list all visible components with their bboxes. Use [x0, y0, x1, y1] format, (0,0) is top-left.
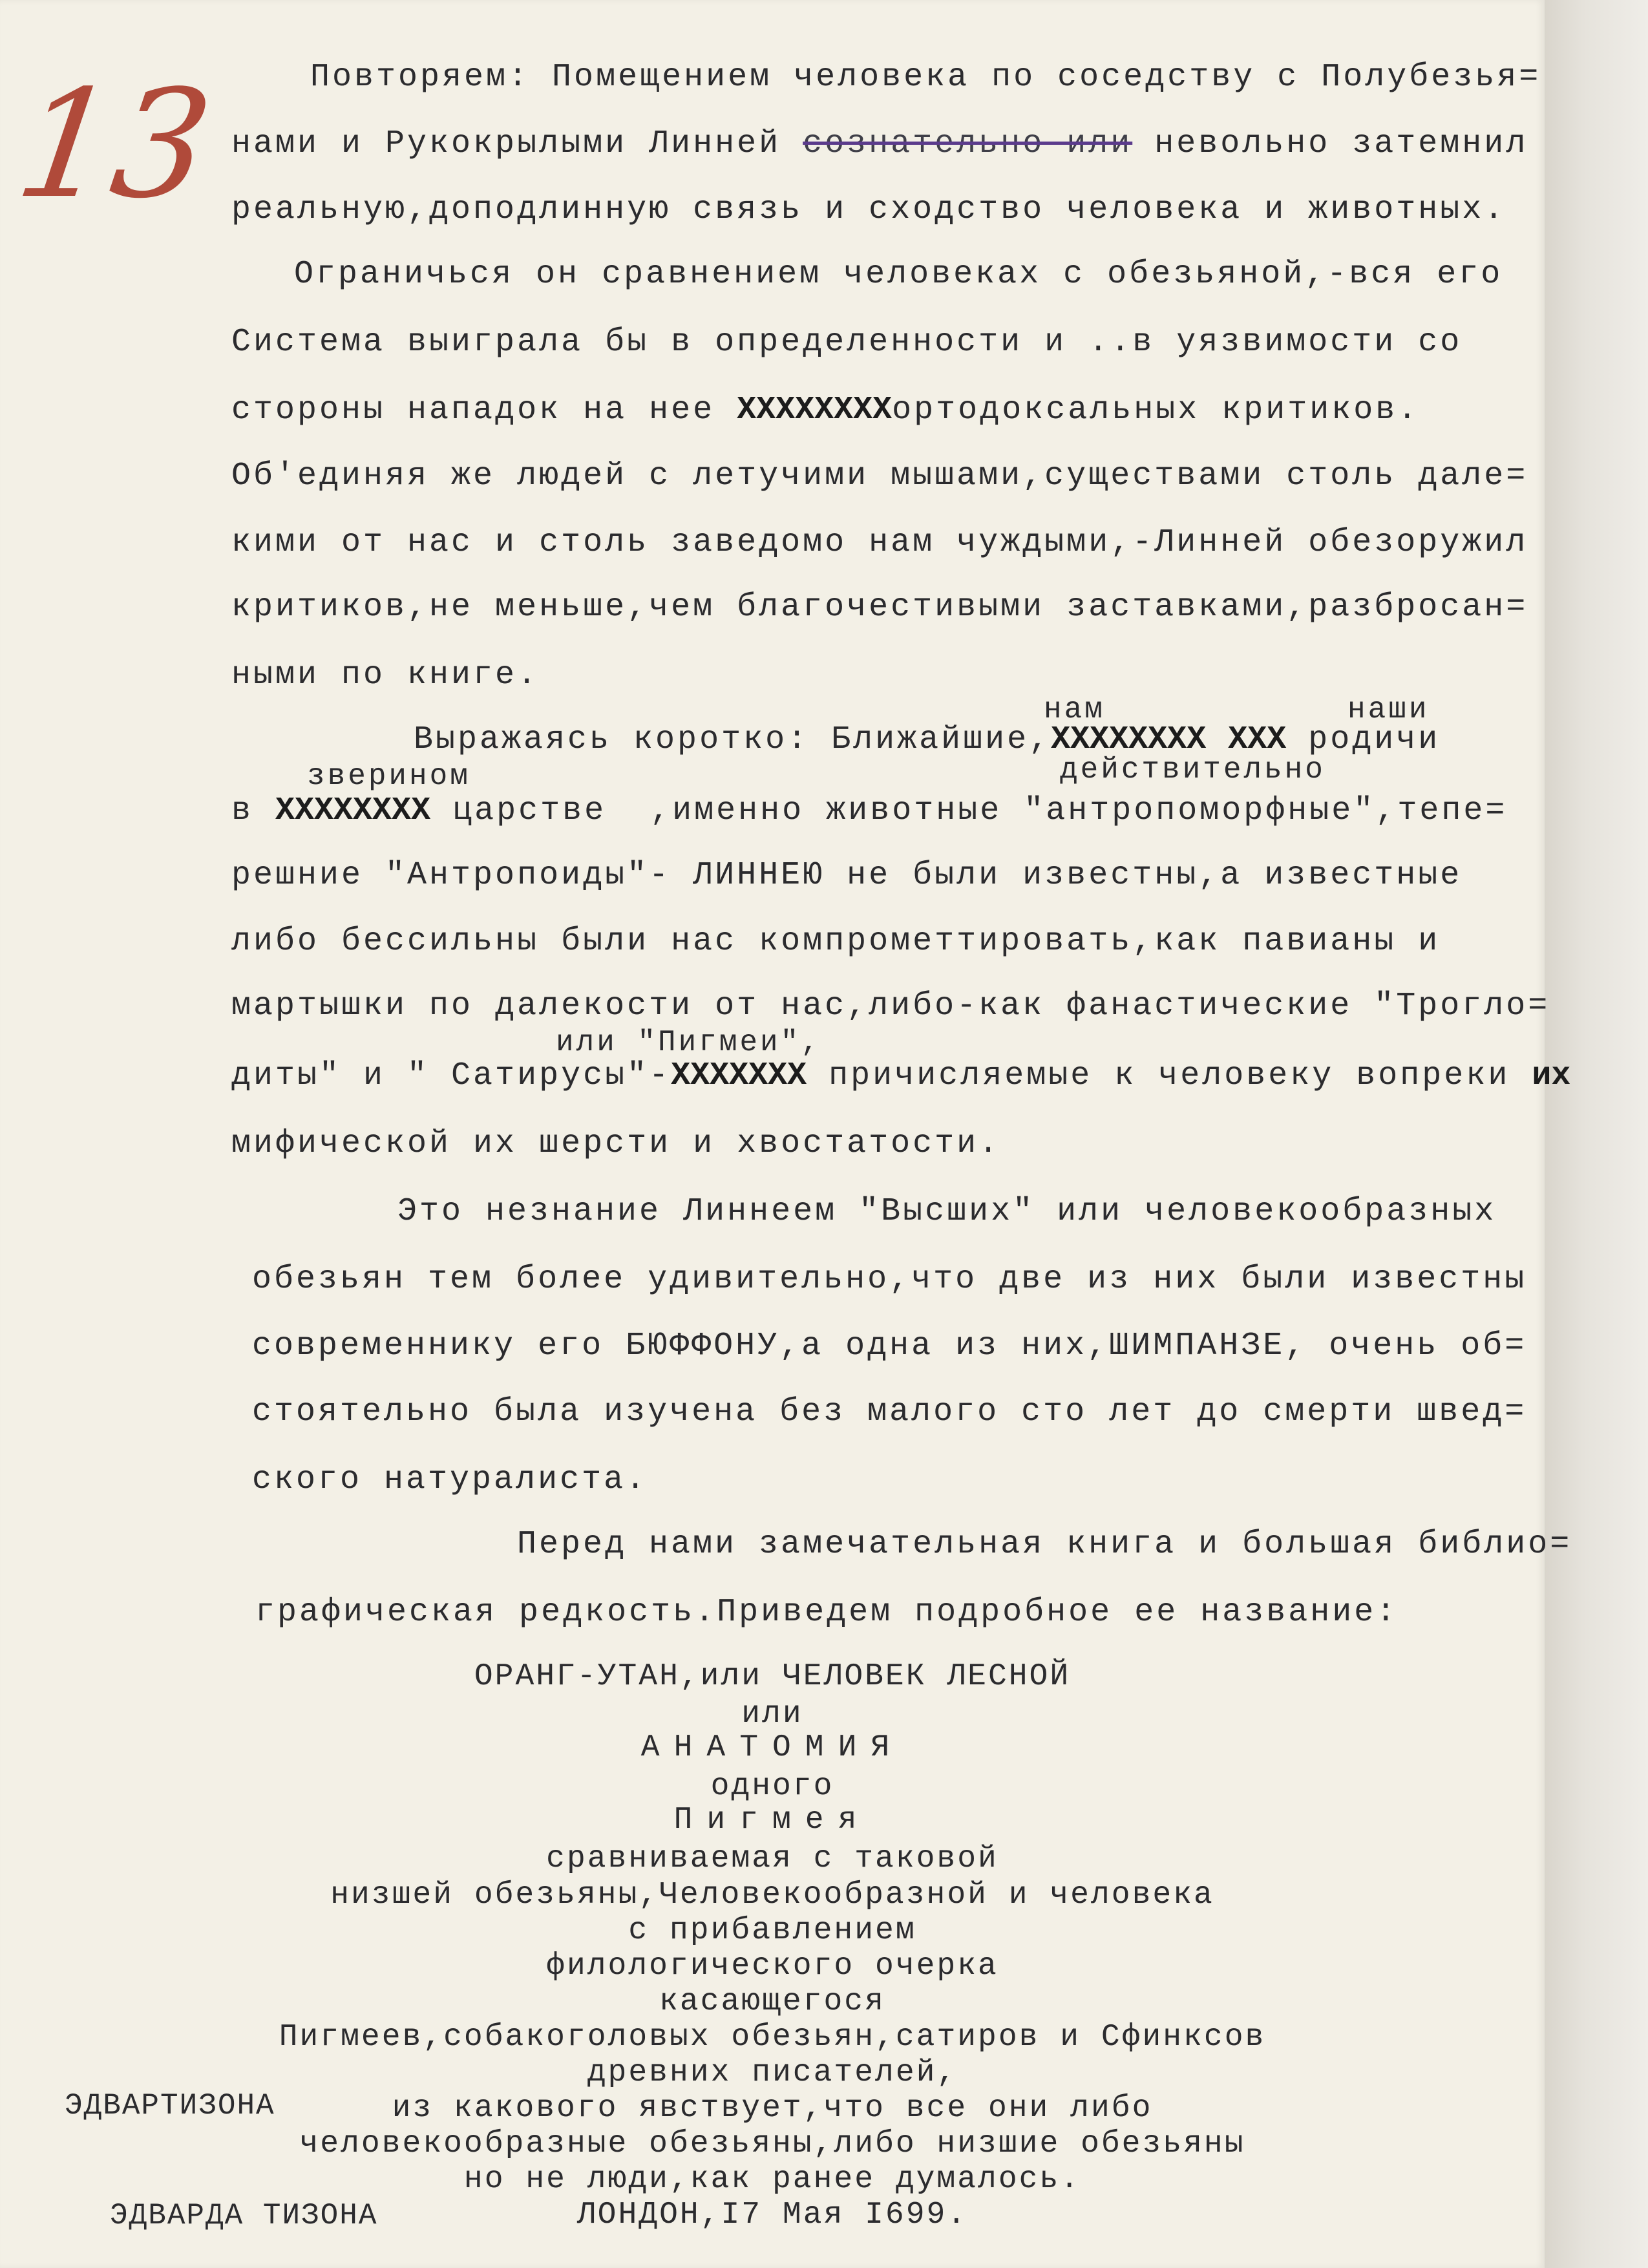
book-title-line: но не люди,как ранее думалось. [463, 2162, 1081, 2197]
page-edge-background [1545, 0, 1648, 2268]
text-line: нами и Рукокрылыми Линней сознательно или невольно затемнил [231, 125, 1528, 162]
text-line: Повторяем: Помещением человека по соседству с Полубезья= [310, 59, 1541, 96]
book-title-line: ЛОНДОН,I7 Мая I699. [576, 2198, 968, 2232]
text-line: Об'единяя же людей с летучими мышами,существами столь дале= [231, 458, 1528, 494]
book-title-line: касающегося [659, 1984, 885, 2019]
overtyped-text: XXXXXXXX [1051, 721, 1207, 758]
text-line: диты" и " Сатирусы"-XXXXXXX причисляемые к человеку вопреки их [231, 1057, 1571, 1094]
text-line: стоятельно была изучена без малого сто лет до смерти швед= [252, 1394, 1527, 1430]
text-line: ными по книге. [231, 657, 540, 694]
text-line: решние "Антропоиды"- ЛИННЕЮ не были известны,а известные [231, 857, 1463, 894]
overtyped-text: XXX [1228, 721, 1287, 758]
overtyped-text: XXXXXXXX [737, 392, 893, 429]
text-line: Выражаясь коротко: Ближайшие,XXXXXXXX XXX родичи [414, 721, 1441, 758]
book-title-line: ОРАНГ-УТАН,или ЧЕЛОВЕК ЛЕСНОЙ [474, 1659, 1071, 1694]
margin-note: ЭДВАРТИЗОНА [65, 2089, 275, 2123]
text-line: реальную,доподлинную связь и сходство человека и животных. [231, 191, 1506, 228]
text-line: стороны нападок на нее XXXXXXXXортодоксальных критиков. [231, 392, 1420, 429]
book-title-line: древних писателей, [587, 2055, 958, 2090]
book-title-line: человекообразные обезьяны,либо низшие обезьяны [299, 2126, 1245, 2161]
struck-out-text: сознательно или [803, 125, 1133, 162]
book-title-line: филологического очерка [546, 1949, 998, 1984]
handwritten-page-number: 13 [7, 59, 221, 231]
text-line: кими от нас и столь заведомо нам чуждыми,-Линней обезоружил [231, 524, 1528, 561]
text-line: в XXXXXXXX царстве ,именно животные "антропоморфные",тепе= [231, 792, 1508, 829]
text-line: ского натуралиста. [252, 1461, 648, 1498]
book-title-line: Пигмея [673, 1803, 871, 1838]
book-title-line: АНАТОМИЯ [640, 1730, 904, 1765]
book-title-line: сравниваемая с таковой [546, 1841, 998, 1876]
overtyped-text: XXXXXXX [671, 1057, 807, 1094]
text-line: графическая редкость.Приведем подробное ее название: [255, 1594, 1399, 1631]
interlinear-insertion: наши [1347, 693, 1430, 726]
text-line: обезьян тем более удивительно,что две из них были известны [252, 1261, 1527, 1298]
text-line: Перед нами замечательная книга и большая библио= [517, 1526, 1572, 1563]
text-line: Это незнание Линнеем "Высших" или человекообразных [397, 1193, 1497, 1230]
text-line: мифической их шерсти и хвостатости. [231, 1125, 1001, 1162]
book-title-line: низшей обезьяны,Человекообразной и человека [330, 1878, 1214, 1913]
text-line: мартышки по далекости от нас,либо-как фанастические "Трогло= [231, 988, 1550, 1024]
interlinear-insertion: нам [1044, 693, 1105, 726]
text-line: Ограничься он сравнением человеках с обезьяной,-вся его [294, 256, 1503, 293]
text-line: критиков,не меньше,чем благочестивыми заставками,разбросан= [231, 589, 1528, 626]
margin-note: ЭДВАРДА ТИЗОНА [110, 2199, 378, 2232]
book-title-line: с прибавлением [628, 1913, 916, 1948]
interlinear-insertion: зверином [307, 759, 470, 793]
interlinear-insertion: или "Пигмеи", [556, 1026, 821, 1059]
book-title-line: из какового явствует,что все они либо [392, 2091, 1153, 2126]
book-title-line: или [741, 1697, 803, 1732]
overtyped-text: их [1532, 1057, 1571, 1094]
interlinear-insertion: действительно [1060, 753, 1326, 787]
overtyped-text: XXXXXXXX [275, 792, 431, 829]
text-line: Система выиграла бы в определенности и ..в уязвимости со [231, 324, 1463, 361]
text-line: либо бессильны были нас компрометтировать,как павианы и [231, 923, 1441, 960]
text-line: современнику его БЮФФОНУ,а одна из них,ШИМПАНЗЕ, очень об= [252, 1328, 1527, 1364]
book-title-line: Пигмеев,собакоголовых обезьян,сатиров и Сфинксов [279, 2020, 1266, 2055]
book-title-line: одного [710, 1769, 834, 1804]
